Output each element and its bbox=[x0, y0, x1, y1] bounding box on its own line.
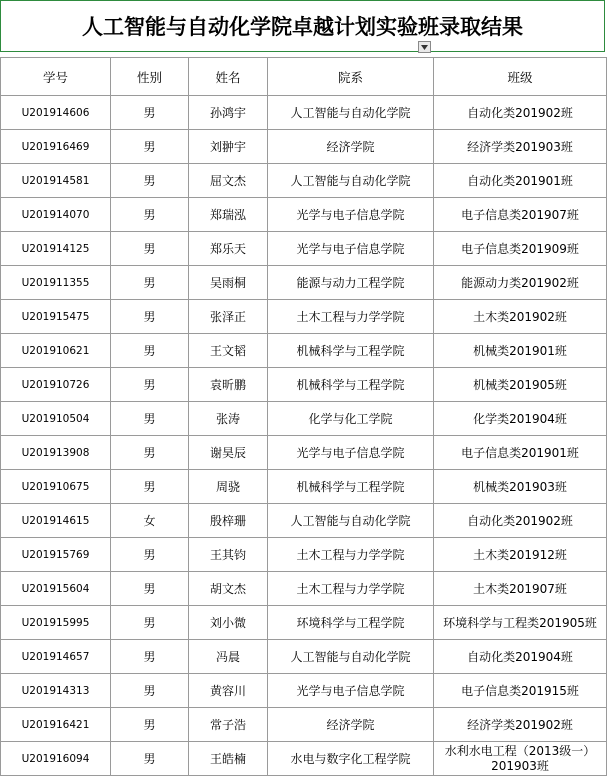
cell-student-id[interactable]: U201910621 bbox=[1, 334, 111, 368]
cell-gender[interactable]: 男 bbox=[111, 572, 189, 606]
cell-class[interactable]: 化学类201904班 bbox=[434, 402, 607, 436]
cell-class[interactable]: 自动化类201904班 bbox=[434, 640, 607, 674]
table-row bbox=[1, 96, 607, 130]
cell-name[interactable]: 郑乐天 bbox=[189, 232, 268, 266]
cell-student-id[interactable]: U201915995 bbox=[1, 606, 111, 640]
cell-department[interactable]: 经济学院 bbox=[268, 708, 434, 742]
table-header-row bbox=[1, 58, 607, 96]
cell-student-id[interactable]: U201910726 bbox=[1, 368, 111, 402]
cell-class[interactable]: 自动化类201902班 bbox=[434, 96, 607, 130]
cell-department[interactable]: 环境科学与工程学院 bbox=[268, 606, 434, 640]
cell-student-id[interactable]: U201914125 bbox=[1, 232, 111, 266]
filter-dropdown-button[interactable] bbox=[418, 41, 431, 53]
cell-name[interactable]: 张涛 bbox=[189, 402, 268, 436]
cell-class[interactable]: 机械类201901班 bbox=[434, 334, 607, 368]
cell-department[interactable]: 人工智能与自动化学院 bbox=[268, 96, 434, 130]
cell-student-id[interactable]: U201911355 bbox=[1, 266, 111, 300]
cell-name[interactable]: 殷梓珊 bbox=[189, 504, 268, 538]
cell-student-id[interactable]: U201910675 bbox=[1, 470, 111, 504]
cell-class[interactable]: 电子信息类201915班 bbox=[434, 674, 607, 708]
cell-gender[interactable]: 男 bbox=[111, 334, 189, 368]
cell-gender[interactable]: 男 bbox=[111, 640, 189, 674]
cell-gender[interactable]: 男 bbox=[111, 606, 189, 640]
cell-department[interactable]: 化学与化工学院 bbox=[268, 402, 434, 436]
cell-gender[interactable]: 男 bbox=[111, 708, 189, 742]
cell-student-id[interactable]: U201913908 bbox=[1, 436, 111, 470]
cell-gender[interactable]: 男 bbox=[111, 538, 189, 572]
cell-name[interactable]: 刘小微 bbox=[189, 606, 268, 640]
cell-name[interactable]: 周骁 bbox=[189, 470, 268, 504]
cell-class[interactable]: 经济学类201903班 bbox=[434, 130, 607, 164]
table-row bbox=[1, 708, 607, 742]
cell-class[interactable]: 环境科学与工程类201905班 bbox=[434, 606, 607, 640]
cell-name[interactable]: 王其钧 bbox=[189, 538, 268, 572]
cell-class[interactable]: 电子信息类201909班 bbox=[434, 232, 607, 266]
cell-class[interactable]: 电子信息类201901班 bbox=[434, 436, 607, 470]
table-row bbox=[1, 266, 607, 300]
cell-student-id[interactable]: U201915475 bbox=[1, 300, 111, 334]
cell-student-id[interactable]: U201916421 bbox=[1, 708, 111, 742]
cell-class[interactable]: 土木类201907班 bbox=[434, 572, 607, 606]
cell-department[interactable]: 光学与电子信息学院 bbox=[268, 436, 434, 470]
cell-name[interactable]: 常子浩 bbox=[189, 708, 268, 742]
cell-department[interactable]: 机械科学与工程学院 bbox=[268, 334, 434, 368]
cell-gender[interactable]: 男 bbox=[111, 674, 189, 708]
cell-student-id[interactable]: U201914615 bbox=[1, 504, 111, 538]
cell-name[interactable]: 王皓楠 bbox=[189, 742, 268, 776]
cell-name[interactable]: 张泽正 bbox=[189, 300, 268, 334]
cell-name[interactable]: 郑瑞泓 bbox=[189, 198, 268, 232]
cell-student-id[interactable]: U201915604 bbox=[1, 572, 111, 606]
cell-class[interactable]: 自动化类201902班 bbox=[434, 504, 607, 538]
cell-gender[interactable]: 男 bbox=[111, 470, 189, 504]
table-row bbox=[1, 470, 607, 504]
table-row bbox=[1, 436, 607, 470]
cell-name[interactable]: 袁昕鹏 bbox=[189, 368, 268, 402]
cell-gender[interactable]: 男 bbox=[111, 232, 189, 266]
cell-department[interactable]: 经济学院 bbox=[268, 130, 434, 164]
table-row bbox=[1, 232, 607, 266]
cell-department[interactable]: 光学与电子信息学院 bbox=[268, 198, 434, 232]
table-row bbox=[1, 300, 607, 334]
cell-gender[interactable]: 男 bbox=[111, 402, 189, 436]
cell-name[interactable]: 黄容川 bbox=[189, 674, 268, 708]
cell-gender[interactable]: 男 bbox=[111, 130, 189, 164]
cell-class[interactable]: 水利水电工程（2013级一）201903班 bbox=[434, 742, 607, 776]
table-row bbox=[1, 402, 607, 436]
table-row bbox=[1, 504, 607, 538]
cell-student-id[interactable]: U201916469 bbox=[1, 130, 111, 164]
cell-gender[interactable]: 男 bbox=[111, 742, 189, 776]
cell-name[interactable]: 孙鸿宇 bbox=[189, 96, 268, 130]
table-row bbox=[1, 742, 607, 776]
table-row bbox=[1, 334, 607, 368]
cell-department[interactable]: 机械科学与工程学院 bbox=[268, 470, 434, 504]
cell-gender[interactable]: 男 bbox=[111, 96, 189, 130]
cell-student-id[interactable]: U201910504 bbox=[1, 402, 111, 436]
filter-dropdown-icon bbox=[421, 45, 428, 50]
header-name[interactable]: 姓名 bbox=[189, 58, 268, 96]
table-row bbox=[1, 606, 607, 640]
cell-student-id[interactable]: U201915769 bbox=[1, 538, 111, 572]
cell-name[interactable]: 胡文杰 bbox=[189, 572, 268, 606]
cell-student-id[interactable]: U201914581 bbox=[1, 164, 111, 198]
cell-name[interactable]: 王文韬 bbox=[189, 334, 268, 368]
cell-student-id[interactable]: U201914657 bbox=[1, 640, 111, 674]
header-gender[interactable]: 性别 bbox=[111, 58, 189, 96]
cell-gender[interactable]: 男 bbox=[111, 368, 189, 402]
cell-name[interactable]: 刘翀宇 bbox=[189, 130, 268, 164]
admission-table bbox=[0, 57, 607, 776]
cell-gender[interactable]: 男 bbox=[111, 164, 189, 198]
cell-department[interactable]: 土木工程与力学学院 bbox=[268, 572, 434, 606]
table-row bbox=[1, 640, 607, 674]
cell-department[interactable]: 人工智能与自动化学院 bbox=[268, 640, 434, 674]
cell-name[interactable]: 谢昊辰 bbox=[189, 436, 268, 470]
table-row bbox=[1, 674, 607, 708]
cell-class[interactable]: 经济学类201902班 bbox=[434, 708, 607, 742]
cell-class[interactable]: 土木类201912班 bbox=[434, 538, 607, 572]
cell-gender[interactable]: 男 bbox=[111, 266, 189, 300]
table-row bbox=[1, 368, 607, 402]
cell-department[interactable]: 水电与数字化工程学院 bbox=[268, 742, 434, 776]
cell-name[interactable]: 冯晨 bbox=[189, 640, 268, 674]
header-class[interactable]: 班级 bbox=[434, 58, 607, 96]
cell-student-id[interactable]: U201914606 bbox=[1, 96, 111, 130]
cell-class[interactable]: 土木类201902班 bbox=[434, 300, 607, 334]
cell-department[interactable]: 人工智能与自动化学院 bbox=[268, 504, 434, 538]
header-department[interactable]: 院系 bbox=[268, 58, 434, 96]
cell-class[interactable]: 能源动力类201902班 bbox=[434, 266, 607, 300]
cell-gender[interactable]: 男 bbox=[111, 436, 189, 470]
cell-class[interactable]: 机械类201905班 bbox=[434, 368, 607, 402]
cell-name[interactable]: 吴雨桐 bbox=[189, 266, 268, 300]
cell-student-id[interactable]: U201914070 bbox=[1, 198, 111, 232]
table-row bbox=[1, 198, 607, 232]
cell-name[interactable]: 屈文杰 bbox=[189, 164, 268, 198]
header-student-id[interactable]: 学号 bbox=[1, 58, 111, 96]
cell-class[interactable]: 机械类201903班 bbox=[434, 470, 607, 504]
cell-gender[interactable]: 男 bbox=[111, 300, 189, 334]
table-row bbox=[1, 538, 607, 572]
cell-department[interactable]: 光学与电子信息学院 bbox=[268, 232, 434, 266]
cell-class[interactable]: 电子信息类201907班 bbox=[434, 198, 607, 232]
table-row bbox=[1, 130, 607, 164]
cell-department[interactable]: 土木工程与力学学院 bbox=[268, 538, 434, 572]
cell-department[interactable]: 土木工程与力学学院 bbox=[268, 300, 434, 334]
cell-student-id[interactable]: U201916094 bbox=[1, 742, 111, 776]
table-row bbox=[1, 164, 607, 198]
cell-department[interactable]: 机械科学与工程学院 bbox=[268, 368, 434, 402]
title-cell[interactable] bbox=[0, 0, 605, 52]
cell-class[interactable]: 自动化类201901班 bbox=[434, 164, 607, 198]
cell-department[interactable]: 光学与电子信息学院 bbox=[268, 674, 434, 708]
cell-gender[interactable]: 女 bbox=[111, 504, 189, 538]
table-row bbox=[1, 572, 607, 606]
cell-student-id[interactable]: U201914313 bbox=[1, 674, 111, 708]
cell-gender[interactable]: 男 bbox=[111, 198, 189, 232]
page-title: 人工智能与自动化学院卓越计划实验班录取结果 bbox=[82, 14, 523, 39]
cell-department[interactable]: 人工智能与自动化学院 bbox=[268, 164, 434, 198]
cell-department[interactable]: 能源与动力工程学院 bbox=[268, 266, 434, 300]
